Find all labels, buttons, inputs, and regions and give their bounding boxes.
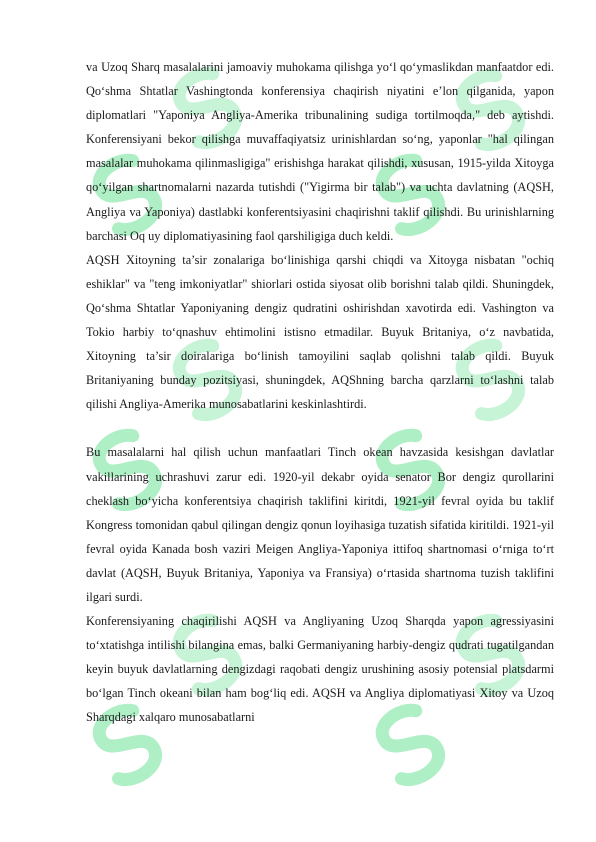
paragraph-2: AQSH Xitoyning ta’sir zonalariga bo‘linishiga qarshi chiqdi va Xitoyga nisbatan "ochiq eshiklar" va "teng imkoniyatlar" shiorlari ostida siyosat olib borishni talab qildi. Shuningdek, Qo‘shma Shtatlar Yaponiyaning dengiz qudratini oshirishdan xavotirda edi. Vashington va Tokio harbiy to‘qnashuv ehtimolini istisno etmadilar. Buyuk Britaniya, o‘z navbatida, Xitoyning ta’sir doiralariga bo‘linish tamoyilini saqlab qolishni talab qildi. Buyuk Britaniyaning bunday pozitsiyasi, shuningdek, AQShning barcha qarzlarni to‘lashni talab qilishi Angliya-Amerika munosabatlarini keskinlashtirdi.: [86, 252, 554, 412]
body-text: [86, 55, 554, 730]
paragraph-1: va Uzoq Sharq masalalarini jamoaviy muhokama qilishga yo‘l qo‘ymaslikdan manfaatdor edi. Qo‘shma Shtatlar Vashingtonda konferensiya chaqirish niyatini e’lon qilganida, yapon diplomatlari "Yaponiya Angliya-Amerika tribunalining sudiga tortilmoqda," deb aytishdi. Konferensiyani bekor qilishga muvaffaqiyatsiz urinishlardan so‘ng, yaponlar "hal qilingan masalalar muhokama qilinmasligiga" erishishga harakat qilishdi, xususan, 1915-yilda Xitoyga qo‘yilgan shartnomalarni nazarda tutishdi ("Yigirma bir talab") va uchta davlatning (AQSH, Angliya va Yaponiya) dastlabki konferentsiyasini chaqirishni taklif qilishdi. Bu urinishlarning barchasi Oq uy diplomatiyasining faol qarshiligiga duch keldi.: [86, 60, 554, 243]
paragraph-3: Bu masalalarni hal qilish uchun manfaatlari Tinch okean havzasida kesishgan davlatlar vakillarining uchrashuvi zarur edi. 1920-yil dekabr oyida senator Bor dengiz qurollarini cheklash bo‘yicha konferentsiya chaqirish taklifini kiritdi, 1921-yil fevral oyida bu taklif Kongress tomonidan qabul qilingan dengiz qonun loyihasiga tuzatish sifatida kiritildi. 1921-yil fevral oyida Kanada bosh vaziri Meigen Angliya-Yaponiya ittifoq shartnomasi o‘rniga to‘rt davlat (AQSH, Buyuk Britaniya, Yaponiya va Fransiya) o‘rtasida shartnoma tuzish taklifini ilgari surdi.: [86, 445, 554, 604]
paragraph-4: Konferensiyaning chaqirilishi AQSH va Angliyaning Uzoq Sharqda yapon agressiyasini to‘xtatishga intilishi bilangina emas, balki Germaniyaning harbiy-dengiz qudrati tugatilgandan keyin buyuk davlatlarning dengizdagi raqobati dengiz urushining asosiy potensial platsdarmi bo‘lgan Tinch okeani bilan ham bog‘liq edi. AQSH va Angliya diplomatiyasi Xitoy va Uzoq Sharqdagi xalqaro munosabatlarni: [86, 614, 554, 725]
